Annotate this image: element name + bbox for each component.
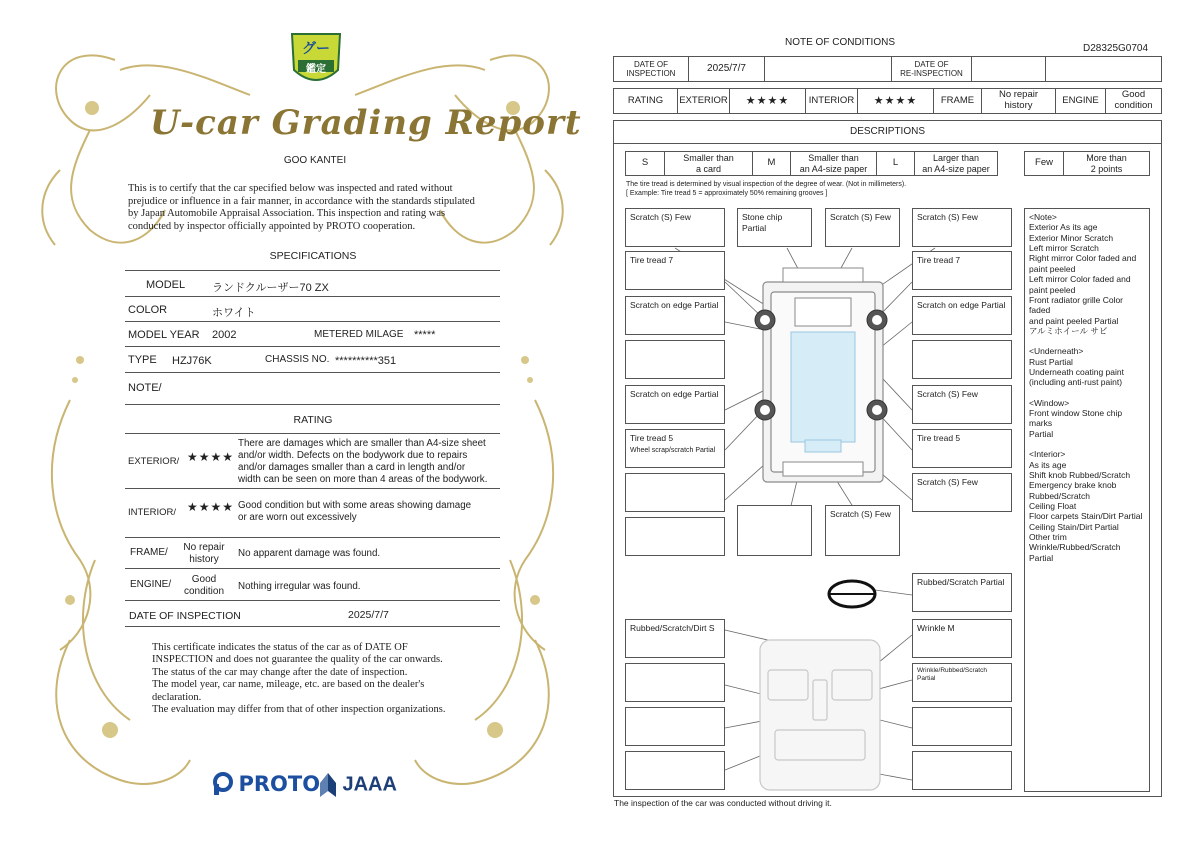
goo-kantei-badge	[288, 30, 344, 92]
condition-notes: <Note> Exterior As its age Exterior Minor Scratch Left mirror Scratch Right mirror Color faded and paint peeled Left mirror Color faded and paint peeled Front radiator grille Color faded and paint peeled Partial アルミホイール サビ <Underneath> Rust Partial Underneath coating paint (including anti-rust paint) <Window> Front window Stone chip marks Partial <Interior> As its age Shift knob Rubbed/Scratch Emergency brake knob Rubbed/Scratch Ceiling Float Floor carpets Stain/Dirt Partial Ceiling Stain/Dirt Partial Other trim Wrinkle/Rubbed/Scratch Partial	[1024, 208, 1150, 792]
box-rear-center: Scratch (S) Few	[825, 505, 900, 556]
box-interior-mid-right: Wrinkle/Rubbed/Scratch Partial	[912, 663, 1012, 702]
box-interior-rear-right	[912, 707, 1012, 746]
frame-label: FRAME/	[130, 547, 168, 558]
box-front-right-upper: Scratch (S) Few	[912, 208, 1012, 247]
model-value: ランドクルーザー70 ZX	[212, 282, 329, 294]
box-interior-mid-left	[625, 663, 725, 702]
box-left-front-door: Scratch on edge Partial	[625, 296, 725, 335]
box-interior-front-left: Rubbed/Scratch/Dirt S	[625, 619, 725, 658]
proto-logo: PROTO	[212, 772, 320, 796]
box-windshield: Stone chip Partial	[737, 208, 812, 247]
certificate-footer: This certificate indicates the status of the car as of DATE OF INSPECTION and does not guarantee the quality of the car onwards. The status of the car may change after the date of inspection. The model year, car name, mileage, etc. are based on the dealer's declaration. The evaluation may differ from that of other inspection organizations.	[152, 642, 446, 716]
specifications-heading: SPECIFICATIONS	[269, 250, 357, 262]
engine-header: ENGINE	[1055, 89, 1105, 113]
interior-label: INTERIOR/	[128, 507, 177, 518]
box-right-front-door: Scratch on edge Partial	[912, 296, 1012, 335]
box-right-rear: Scratch (S) Few	[912, 385, 1012, 424]
interior-stars-cell: ★★★★	[857, 89, 933, 113]
exterior-stars: ★★★★	[187, 450, 235, 464]
model-year-value: 2002	[212, 329, 237, 341]
note-of-conditions-heading: NOTE OF CONDITIONS	[785, 37, 895, 48]
frame-description: No apparent damage was found.	[238, 548, 381, 559]
box-tire-front-right: Tire tread 7	[912, 251, 1012, 290]
rating-header: RATING	[627, 94, 664, 106]
exterior-stars-cell: ★★★★	[729, 89, 805, 113]
date-of-inspection-header: DATE OF INSPECTION	[626, 59, 676, 78]
box-interior-front-right: Wrinkle M	[912, 619, 1012, 658]
note-label: NOTE/	[128, 382, 162, 394]
rating-heading: RATING	[293, 414, 333, 426]
box-steering: Rubbed/Scratch Partial	[912, 573, 1012, 612]
interior-stars: ★★★★	[187, 500, 235, 514]
box-left-middle	[625, 340, 725, 379]
note-of-conditions	[605, 0, 1200, 848]
model-label: MODEL	[146, 279, 186, 291]
model-year-label: MODEL YEAR	[128, 329, 200, 341]
mileage-value: *****	[414, 329, 436, 341]
chassis-value: **********351	[335, 355, 397, 367]
descriptions-heading: DESCRIPTIONS	[613, 120, 1162, 144]
engine-label: ENGINE/	[130, 579, 172, 590]
type-label: TYPE	[128, 354, 157, 366]
intro-text: This is to certify that the car specified below was inspected and rated without prejudice or influence in a fair manner, in accordance with the standards stipulated by Japan Automobile Appraisal Association. This inspection and rating was conducted by inspector officially appointed by PROTO cooperation.	[128, 183, 475, 232]
tire-tread-note: The tire tread is determined by visual inspection of the degree of wear. (Not in millimeters). [ Example: Tire tread 5 = approximately 50% remaining grooves ]	[626, 181, 907, 197]
document-id: D28325G0704	[1083, 43, 1149, 54]
exterior-label: EXTERIOR/	[128, 456, 180, 467]
badge-bottom-text: 鑑定	[306, 64, 326, 75]
box-front-center: Scratch (S) Few	[825, 208, 900, 247]
report-title: U-car Grading Report	[150, 103, 582, 143]
frame-header: FRAME	[933, 89, 981, 113]
inspection-footer-note: The inspection of the car was conducted without driving it.	[614, 798, 832, 808]
box-rear-center-left	[737, 505, 812, 556]
type-value: HZJ76K	[172, 355, 212, 367]
steering-wheel-icon	[829, 581, 875, 607]
chassis-label: CHASSIS NO.	[265, 354, 330, 365]
exterior-header: EXTERIOR	[677, 89, 729, 113]
engine-value: Good condition	[183, 574, 225, 597]
box-rear-left-bottom	[625, 517, 725, 556]
badge-top-text: グー	[302, 40, 330, 56]
box-interior-bottom-left	[625, 751, 725, 790]
date-of-inspection-value: 2025/7/7	[348, 609, 389, 621]
frame-value: No repair history	[183, 542, 225, 565]
box-interior-rear-left	[625, 707, 725, 746]
color-value: ホワイト	[212, 307, 256, 319]
rating-row	[613, 88, 1162, 114]
interior-description: Good condition but with some areas showing damage or are worn out excessively	[238, 500, 472, 523]
date-of-reinspection-header: DATE OF RE-INSPECTION	[891, 57, 971, 81]
engine-cell: Good condition	[1105, 89, 1161, 113]
size-legend: S Smaller than a card M Smaller than an A4-size paper L Larger than an A4-size paper	[625, 151, 998, 176]
frame-cell: No repair history	[981, 89, 1055, 113]
box-tire-rear-left: Tire tread 5 Wheel scrap/scratch Partial	[625, 429, 725, 468]
box-left-rear-door: Scratch on edge Partial	[625, 385, 725, 424]
jaaa-logo: JAAA	[318, 771, 397, 799]
engine-description: Nothing irregular was found.	[238, 581, 361, 592]
interior-header: INTERIOR	[805, 89, 857, 113]
few-legend: Few More than 2 points	[1024, 151, 1150, 176]
box-tire-front-left: Tire tread 7	[625, 251, 725, 290]
color-label: COLOR	[128, 304, 168, 316]
date-of-inspection-label: DATE OF INSPECTION	[129, 610, 241, 622]
exterior-description: There are damages which are smaller than A4-size sheet and/or width. Defects on the bodywork due to repairs and/or damages smaller than a card in length and/or width can be seen on more than 4 areas of the bodywork.	[238, 438, 488, 485]
box-right-middle	[912, 340, 1012, 379]
box-tire-rear-right: Tire tread 5	[912, 429, 1012, 468]
box-front-left-upper: Scratch (S) Few	[625, 208, 725, 247]
date-of-inspection-cell: 2025/7/7	[688, 57, 764, 81]
inspection-dates-row	[613, 56, 1162, 82]
box-interior-bottom-right	[912, 751, 1012, 790]
box-rear-left-lower	[625, 473, 725, 512]
mileage-label: METERED MILAGE	[314, 329, 404, 340]
box-rear-right-lower: Scratch (S) Few	[912, 473, 1012, 512]
report-subtitle: GOO KANTEI	[283, 155, 347, 166]
